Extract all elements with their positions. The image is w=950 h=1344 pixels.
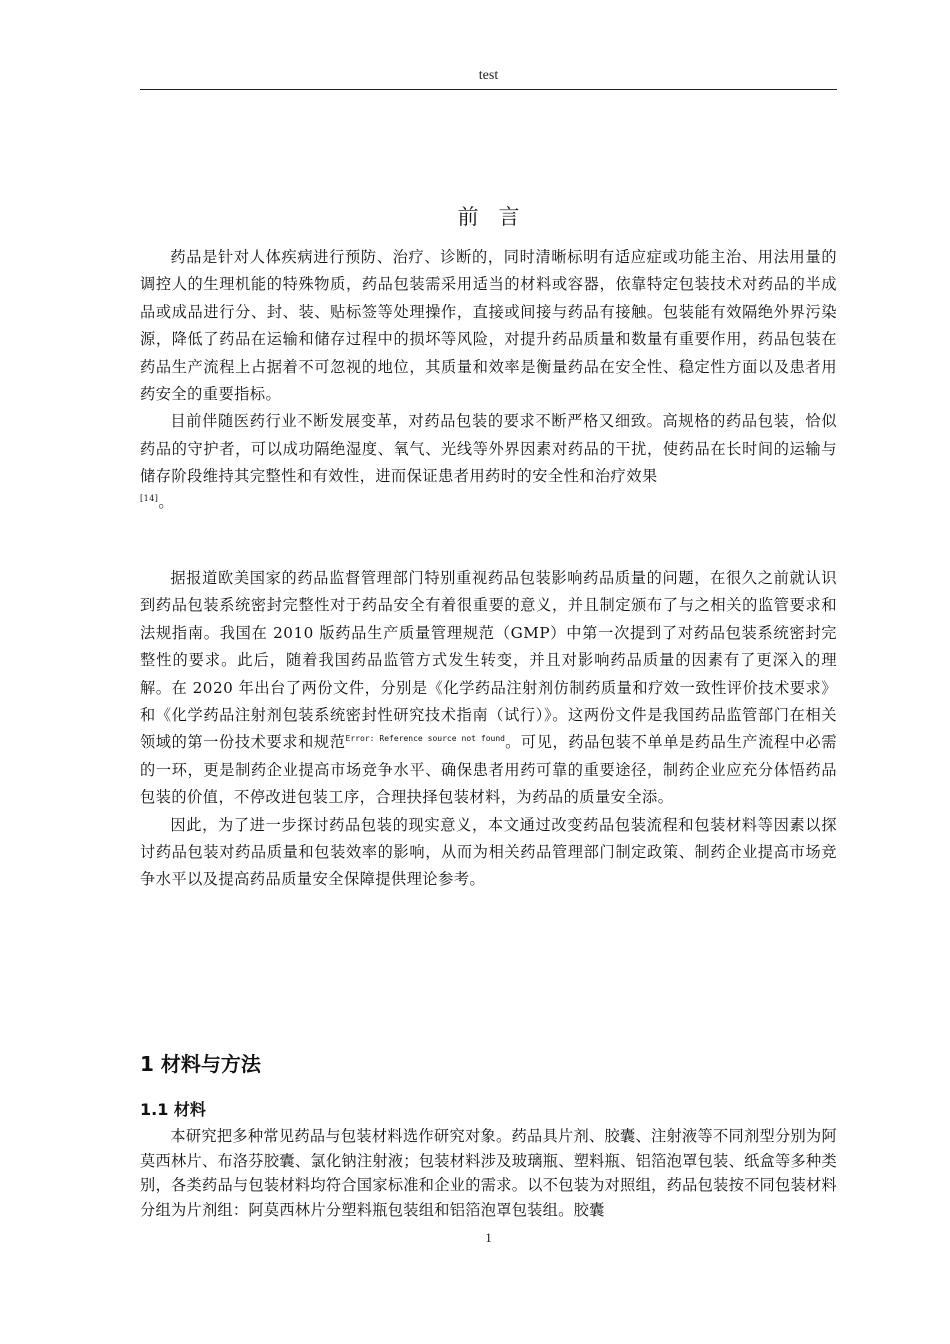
page-number: 1 bbox=[485, 1230, 492, 1245]
paragraph-3-text-b: 。可见，药品包装不单单是药品生产流程中必需的一环，更是制药企业提高市场竞争水平、确保患者用药可靠的重要途径，制药企业应充分体悟药品包装的价值，不停改进包装工序，合理抉择包装材料，为药品的质量安全添。 bbox=[140, 733, 838, 807]
header-rule bbox=[140, 89, 837, 90]
paragraph-2-end: 。 bbox=[158, 492, 175, 511]
paragraph-2-text: 目前伴随医药行业不断发展变革，对药品包装的要求不断严格又细致。高规格的药品包装，恰似药品的守护者，可以成功隔绝湿度、氧气、光线等外界因素对药品的干扰，使药品在长时间的运输与储存阶段维持其完整性和有效性，进而保证患者用药时的安全性和治疗效果 bbox=[140, 412, 837, 486]
paragraph-1: 药品是针对人体疾病进行预防、治疗、诊断的，同时清晰标明有适应症或功能主治、用法用量的调控人的生理机能的特殊物质，药品包装需采用适当的材料或容器，依靠特定包装技术对药品的半成品或成品进行分、封、装、贴标签等处理操作，直接或间接与药品有接触。包装能有效隔绝外界污染源，降低了药品在运输和储存过程中的损坏等风险，对提升药品质量和数量有重要作用，药品包装在药品生产流程上占据着不可忽视的地位，其质量和效率是衡量药品在安全性、稳定性方面以及患者用药安全的重要指标。 bbox=[140, 248, 837, 404]
section-1-1-body bbox=[140, 1124, 837, 1222]
preface-body bbox=[140, 244, 837, 513]
paragraph-2 bbox=[140, 408, 837, 490]
running-header: test bbox=[478, 68, 499, 83]
section-heading-1-1: 1.1 材料 bbox=[140, 1100, 206, 1119]
section-1-1-paragraph: 本研究把多种常见药品与包装材料选作研究对象。药品具片剂、胶囊、注射液等不同剂型分别为阿莫西林片、布洛芬胶囊、氯化钠注射液；包装材料涉及玻璃瓶、塑料瓶、铝箔泡罩包装、纸盒等多种类别，各类药品与包装材料均符合国家标准和企业的需求。以不包装为对照组，药品包装按不同包装材料分组为片剂组：阿莫西林片分塑料瓶包装组和铝箔泡罩包装组。胶囊 bbox=[140, 1127, 837, 1219]
preface-body-cont bbox=[140, 565, 837, 894]
paragraph-3 bbox=[140, 565, 837, 812]
reference-error: Error: Reference source not found bbox=[345, 734, 505, 744]
paragraph-2-tail bbox=[140, 491, 837, 513]
paragraph-3-text-a: 据报道欧美国家的药品监督管理部门特别重视药品包装影响药品质量的问题，在很久之前就认识到药品包装系统密封完整性对于药品安全有着很重要的意义，并且制定颁布了与之相关的监管要求和法规指南。我国在 2010 版药品生产质量管理规范（GMP）中第一次提到了对药品包装系统密封完整性的要求。此后，随着我国药品监管方式发生转变，并且对影响药品质量的因素有了更深入的理解。在 2020 年出台了两份文件，分别是《化学药品注射剂仿制药质量和疗效一致性评价技术要求》和《化学药品注射剂包装系统密封性研究技术指南（试行）》。这两份文件是我国药品监管部门在相关领域的第一份技术要求和规范 bbox=[140, 569, 837, 752]
section-heading-1: 1 材料与方法 bbox=[140, 1052, 261, 1076]
citation-14: [14] bbox=[140, 493, 159, 503]
paragraph-4: 因此，为了进一步探讨药品包装的现实意义，本文通过改变药品包装流程和包装材料等因素以探讨药品包装对药品质量和包装效率的影响，从而为相关药品管理部门制定政策、制药企业提高市场竞争水平以及提高药品质量安全保障提供理论参考。 bbox=[140, 815, 837, 889]
page-title: 前言 bbox=[457, 205, 540, 229]
